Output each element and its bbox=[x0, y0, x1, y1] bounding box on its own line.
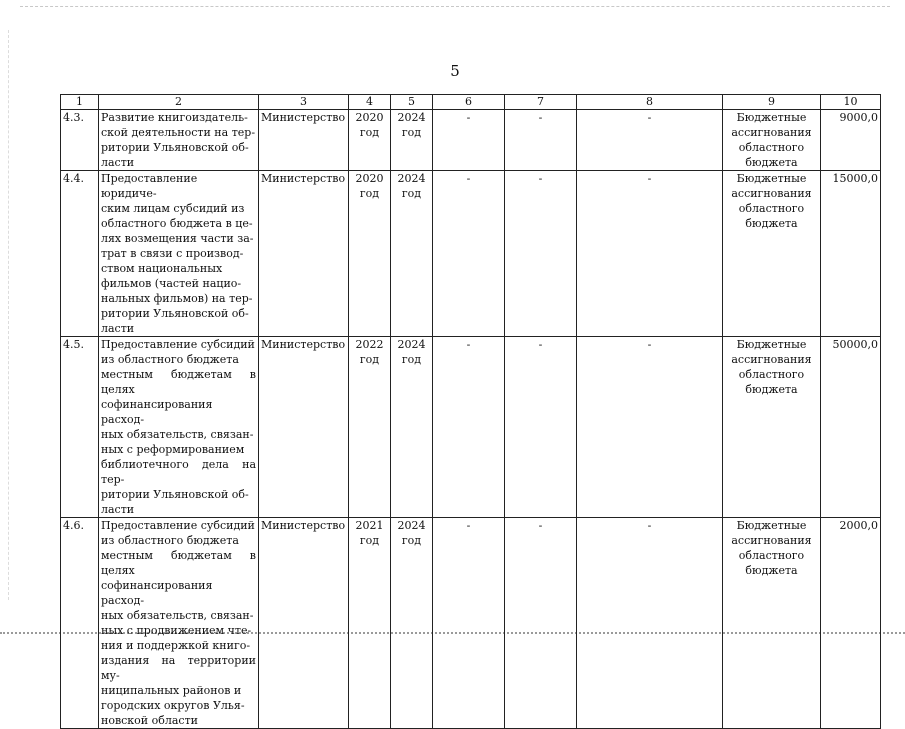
col6-value: - bbox=[433, 337, 505, 518]
col6-value: - bbox=[433, 110, 505, 171]
scan-edge-top bbox=[20, 6, 890, 7]
measure-description: Предоставление субсидий из областного бюджета местным бюджетам в целях софинансирования расход- ных обязательств, связан- ных с продвижением чте- ния и поддержкой книго- издания на территории му- ниципальных районов и городских округов Улья- новской области bbox=[99, 518, 259, 729]
end-year: 2024 год bbox=[391, 171, 433, 337]
row-number: 4.5. bbox=[61, 337, 99, 518]
col8-value: - bbox=[577, 518, 723, 729]
funding-amount: 2000,0 bbox=[821, 518, 881, 729]
table-row bbox=[61, 518, 881, 729]
col8-value: - bbox=[577, 337, 723, 518]
row-number: 4.6. bbox=[61, 518, 99, 729]
executor: Министерство bbox=[259, 171, 349, 337]
column-header: 6 bbox=[433, 95, 505, 110]
executor: Министерство bbox=[259, 337, 349, 518]
funding-source: Бюджетные ассигнования областного бюджета bbox=[723, 337, 821, 518]
row-number: 4.3. bbox=[61, 110, 99, 171]
end-year: 2024 год bbox=[391, 337, 433, 518]
funding-amount: 9000,0 bbox=[821, 110, 881, 171]
column-header: 5 bbox=[391, 95, 433, 110]
funding-source: Бюджетные ассигнования областного бюджета bbox=[723, 171, 821, 337]
column-header: 4 bbox=[349, 95, 391, 110]
start-year: 2020 год bbox=[349, 171, 391, 337]
measure-description: Предоставление юридиче- ским лицам субсидий из областного бюджета в це- лях возмещения части за- трат в связи с производ- ством национальных фильмов (частей нацио- нальных фильмов) на тер- ритории Ульяновской об- ласти bbox=[99, 171, 259, 337]
start-year: 2021 год bbox=[349, 518, 391, 729]
col7-value: - bbox=[505, 518, 577, 729]
executor: Министерство bbox=[259, 518, 349, 729]
end-year: 2024 год bbox=[391, 110, 433, 171]
column-header: 10 bbox=[821, 95, 881, 110]
column-header: 8 bbox=[577, 95, 723, 110]
measure-description: Предоставление субсидий из областного бюджета местным бюджетам в целях софинансирования расход- ных обязательств, связан- ных с реформированием библиотечного дела на тер- ритории Ульяновской об- ласти bbox=[99, 337, 259, 518]
scan-edge-left bbox=[8, 30, 9, 600]
table-row bbox=[61, 171, 881, 337]
table-row bbox=[61, 337, 881, 518]
header-row bbox=[61, 95, 881, 110]
col7-value: - bbox=[505, 337, 577, 518]
col8-value: - bbox=[577, 171, 723, 337]
start-year: 2020 год bbox=[349, 110, 391, 171]
funding-amount: 15000,0 bbox=[821, 171, 881, 337]
start-year: 2022 год bbox=[349, 337, 391, 518]
column-header: 1 bbox=[61, 95, 99, 110]
col6-value: - bbox=[433, 518, 505, 729]
executor: Министерство bbox=[259, 110, 349, 171]
funding-amount: 50000,0 bbox=[821, 337, 881, 518]
column-header: 9 bbox=[723, 95, 821, 110]
column-header: 2 bbox=[99, 95, 259, 110]
table-row bbox=[61, 110, 881, 171]
col8-value: - bbox=[577, 110, 723, 171]
col6-value: - bbox=[433, 171, 505, 337]
col7-value: - bbox=[505, 110, 577, 171]
col7-value: - bbox=[505, 171, 577, 337]
row-number: 4.4. bbox=[61, 171, 99, 337]
measure-description: Развитие книгоиздатель- ской деятельности на тер- ритории Ульяновской об- ласти bbox=[99, 110, 259, 171]
page-number: 5 bbox=[450, 62, 460, 80]
column-header: 3 bbox=[259, 95, 349, 110]
column-header: 7 bbox=[505, 95, 577, 110]
measures-table bbox=[60, 94, 881, 729]
end-year: 2024 год bbox=[391, 518, 433, 729]
funding-source: Бюджетные ассигнования областного бюджета bbox=[723, 518, 821, 729]
funding-source: Бюджетные ассигнования областного бюджета bbox=[723, 110, 821, 171]
